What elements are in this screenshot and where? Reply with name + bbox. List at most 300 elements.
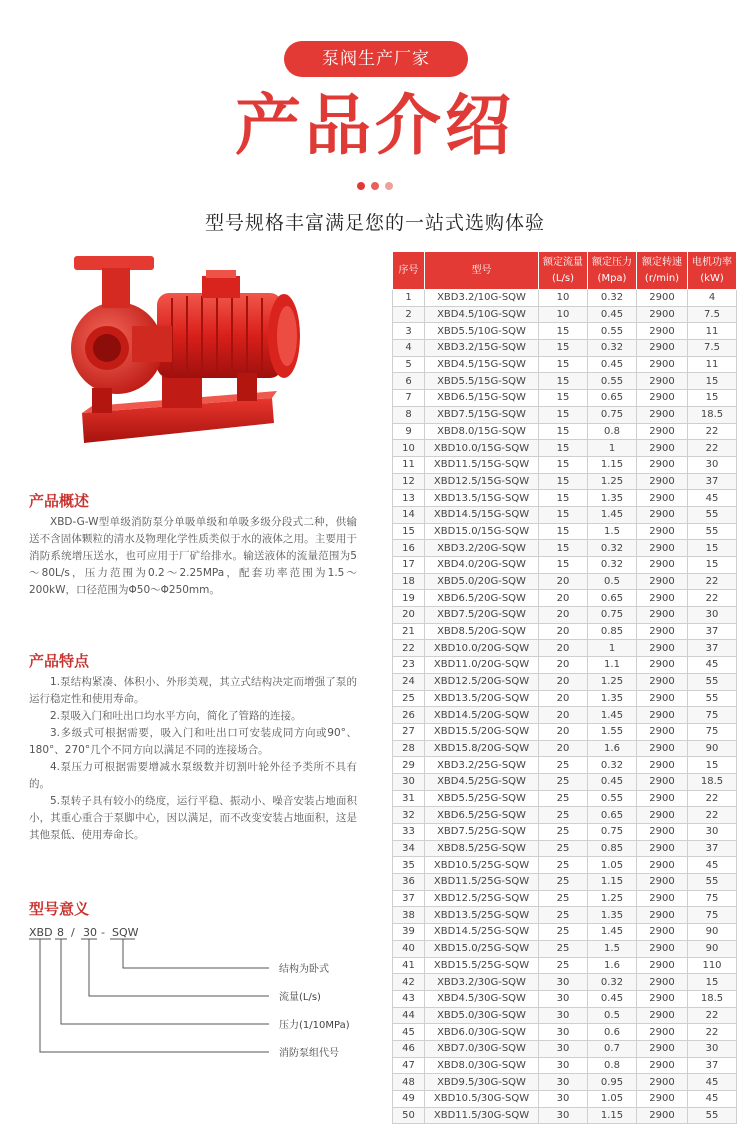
cell-index: 4 [393, 340, 425, 357]
cell-flow: 15 [539, 340, 588, 357]
cell-speed: 2900 [637, 840, 688, 857]
cell-speed: 2900 [637, 290, 688, 307]
cell-model: XBD14.5/15G-SQW [425, 506, 539, 523]
cell-flow: 15 [539, 523, 588, 540]
cell-flow: 30 [539, 1007, 588, 1024]
cell-flow: 15 [539, 490, 588, 507]
cell-index: 32 [393, 807, 425, 824]
cell-pressure: 1.35 [588, 690, 637, 707]
cell-flow: 25 [539, 824, 588, 841]
table-row [393, 723, 737, 740]
col-header-model: 型号 [425, 252, 539, 290]
cell-model: XBD7.5/15G-SQW [425, 406, 539, 423]
cell-index: 6 [393, 373, 425, 390]
table-row [393, 790, 737, 807]
cell-flow: 15 [539, 473, 588, 490]
cell-speed: 2900 [637, 306, 688, 323]
cell-power: 75 [688, 890, 737, 907]
cell-flow: 20 [539, 623, 588, 640]
cell-power: 55 [688, 690, 737, 707]
cell-power: 7.5 [688, 340, 737, 357]
cell-index: 45 [393, 1024, 425, 1041]
cell-speed: 2900 [637, 557, 688, 574]
cell-speed: 2900 [637, 807, 688, 824]
cell-model: XBD5.5/25G-SQW [425, 790, 539, 807]
cell-pressure: 0.45 [588, 773, 637, 790]
overview-paragraph: XBD-G-W型单级消防泵分单吸单级和单吸多级分段式二种，供输送不含固体颗粒的清水及物理化学性质类似于水的液体之用。主要用于消防系统增压送水，也可应用于厂矿给排水。输送液体的流量范围为5～80L/s，压力范围为0.2～2.25MPa，配套功率范围为1.5～200kW，口径范围为Φ50～Φ250mm。 [29, 516, 357, 596]
cell-power: 90 [688, 740, 737, 757]
cell-model: XBD15.5/25G-SQW [425, 957, 539, 974]
cell-flow: 20 [539, 657, 588, 674]
cell-pressure: 0.32 [588, 974, 637, 991]
cell-model: XBD11.0/20G-SQW [425, 657, 539, 674]
cell-pressure: 1 [588, 440, 637, 457]
dot-1 [357, 182, 365, 190]
cell-flow: 25 [539, 790, 588, 807]
cell-power: 22 [688, 807, 737, 824]
cell-model: XBD11.5/30G-SQW [425, 1107, 539, 1124]
table-row [393, 1107, 737, 1124]
cell-pressure: 1.35 [588, 907, 637, 924]
feature-item: 3.多级式可根据需要，吸入门和吐出口可安装成同方向或90°、180°、270°几个不同方向以满足不同的连接场合。 [29, 727, 357, 756]
cell-pressure: 1.45 [588, 707, 637, 724]
cell-flow: 20 [539, 723, 588, 740]
cell-power: 75 [688, 907, 737, 924]
cell-index: 9 [393, 423, 425, 440]
table-row [393, 673, 737, 690]
code-part-slash: / [71, 926, 75, 939]
cell-model: XBD3.2/30G-SQW [425, 974, 539, 991]
cell-power: 90 [688, 940, 737, 957]
cell-speed: 2900 [637, 757, 688, 774]
cell-speed: 2900 [637, 640, 688, 657]
cell-index: 34 [393, 840, 425, 857]
cell-power: 45 [688, 1091, 737, 1108]
cell-speed: 2900 [637, 907, 688, 924]
cell-model: XBD3.2/15G-SQW [425, 340, 539, 357]
cell-index: 7 [393, 390, 425, 407]
cell-pressure: 1.05 [588, 1091, 637, 1108]
table-row [393, 490, 737, 507]
cell-speed: 2900 [637, 990, 688, 1007]
cell-model: XBD6.5/25G-SQW [425, 807, 539, 824]
cell-pressure: 1.25 [588, 473, 637, 490]
cell-pressure: 0.85 [588, 840, 637, 857]
cell-index: 35 [393, 857, 425, 874]
cell-pressure: 0.5 [588, 1007, 637, 1024]
cell-model: XBD3.2/25G-SQW [425, 757, 539, 774]
cell-pressure: 0.55 [588, 323, 637, 340]
cell-flow: 15 [539, 456, 588, 473]
table-row [393, 990, 737, 1007]
cell-pressure: 1.5 [588, 523, 637, 540]
cell-flow: 25 [539, 890, 588, 907]
legend-structure: 结构为卧式 [279, 964, 329, 975]
cell-flow: 20 [539, 690, 588, 707]
table-row [393, 824, 737, 841]
cell-power: 22 [688, 1007, 737, 1024]
cell-model: XBD4.5/15G-SQW [425, 356, 539, 373]
cell-flow: 30 [539, 1040, 588, 1057]
table-row [393, 840, 737, 857]
cell-index: 5 [393, 356, 425, 373]
table-row [393, 707, 737, 724]
cell-index: 29 [393, 757, 425, 774]
table-header-row [393, 252, 737, 290]
table-row [393, 290, 737, 307]
cell-pressure: 0.75 [588, 607, 637, 624]
cell-speed: 2900 [637, 573, 688, 590]
cell-pressure: 1.45 [588, 924, 637, 941]
cell-model: XBD7.5/20G-SQW [425, 607, 539, 624]
model-meaning-title: 型号意义 [29, 900, 90, 918]
table-row [393, 340, 737, 357]
spec-table-body [393, 290, 737, 1124]
page-title: 产品介绍 [235, 87, 515, 164]
cell-index: 8 [393, 406, 425, 423]
cell-index: 40 [393, 940, 425, 957]
cell-power: 22 [688, 790, 737, 807]
cell-speed: 2900 [637, 356, 688, 373]
cell-pressure: 0.65 [588, 390, 637, 407]
cell-speed: 2900 [637, 540, 688, 557]
cell-power: 15 [688, 373, 737, 390]
code-part-structure: SQW [112, 926, 139, 939]
cell-flow: 10 [539, 306, 588, 323]
cell-pressure: 0.7 [588, 1040, 637, 1057]
cell-model: XBD13.5/15G-SQW [425, 490, 539, 507]
cell-index: 24 [393, 673, 425, 690]
feature-item: 1.泵结构紧凑、体积小、外形美观，其立式结构决定而增强了泵的运行稳定性和使用寿命。 [29, 676, 357, 705]
cell-index: 31 [393, 790, 425, 807]
cell-speed: 2900 [637, 773, 688, 790]
cell-power: 37 [688, 623, 737, 640]
cell-flow: 30 [539, 1074, 588, 1091]
cell-index: 43 [393, 990, 425, 1007]
cell-index: 49 [393, 1091, 425, 1108]
col-header-pressure: 额定压力(Mpa) [588, 252, 637, 290]
cell-pressure: 0.6 [588, 1024, 637, 1041]
cell-model: XBD10.5/30G-SQW [425, 1091, 539, 1108]
cell-speed: 2900 [637, 857, 688, 874]
table-row [393, 974, 737, 991]
table-row [393, 1024, 737, 1041]
cell-index: 28 [393, 740, 425, 757]
features-title: 产品特点 [29, 652, 90, 670]
cell-power: 30 [688, 456, 737, 473]
cell-index: 12 [393, 473, 425, 490]
cell-model: XBD15.0/15G-SQW [425, 523, 539, 540]
cell-speed: 2900 [637, 874, 688, 891]
cell-index: 48 [393, 1074, 425, 1091]
cell-flow: 25 [539, 940, 588, 957]
cell-model: XBD15.5/20G-SQW [425, 723, 539, 740]
cell-power: 37 [688, 473, 737, 490]
cell-flow: 20 [539, 573, 588, 590]
cell-flow: 20 [539, 673, 588, 690]
cell-power: 22 [688, 1024, 737, 1041]
col-header-index: 序号 [393, 252, 425, 290]
cell-pressure: 1.1 [588, 657, 637, 674]
cell-pressure: 1.6 [588, 740, 637, 757]
decorative-dots [357, 182, 393, 190]
cell-flow: 15 [539, 557, 588, 574]
cell-power: 15 [688, 757, 737, 774]
cell-model: XBD3.2/20G-SQW [425, 540, 539, 557]
col-header-speed: 额定转速(r/min) [637, 252, 688, 290]
cell-flow: 15 [539, 423, 588, 440]
cell-speed: 2900 [637, 373, 688, 390]
cell-flow: 10 [539, 290, 588, 307]
cell-pressure: 0.8 [588, 1057, 637, 1074]
cell-index: 17 [393, 557, 425, 574]
cell-model: XBD10.0/20G-SQW [425, 640, 539, 657]
cell-pressure: 1.5 [588, 940, 637, 957]
cell-model: XBD4.5/10G-SQW [425, 306, 539, 323]
cell-index: 46 [393, 1040, 425, 1057]
cell-model: XBD5.0/30G-SQW [425, 1007, 539, 1024]
cell-flow: 25 [539, 857, 588, 874]
cell-pressure: 1.35 [588, 490, 637, 507]
cell-power: 75 [688, 723, 737, 740]
table-row [393, 373, 737, 390]
cell-power: 37 [688, 840, 737, 857]
table-row [393, 406, 737, 423]
dot-2 [371, 182, 379, 190]
table-row [393, 590, 737, 607]
cell-index: 39 [393, 924, 425, 941]
cell-power: 75 [688, 707, 737, 724]
cell-flow: 30 [539, 1107, 588, 1124]
cell-speed: 2900 [637, 340, 688, 357]
table-row [393, 773, 737, 790]
cell-model: XBD6.0/30G-SQW [425, 1024, 539, 1041]
cell-flow: 15 [539, 440, 588, 457]
cell-index: 27 [393, 723, 425, 740]
cell-power: 55 [688, 673, 737, 690]
table-row [393, 1057, 737, 1074]
cell-index: 22 [393, 640, 425, 657]
cell-flow: 15 [539, 406, 588, 423]
cell-model: XBD5.5/15G-SQW [425, 373, 539, 390]
table-row [393, 390, 737, 407]
cell-power: 22 [688, 423, 737, 440]
dot-3 [385, 182, 393, 190]
cell-speed: 2900 [637, 590, 688, 607]
cell-pressure: 1.25 [588, 890, 637, 907]
cell-model: XBD6.5/15G-SQW [425, 390, 539, 407]
cell-index: 30 [393, 773, 425, 790]
cell-model: XBD12.5/25G-SQW [425, 890, 539, 907]
table-row [393, 940, 737, 957]
cell-index: 20 [393, 607, 425, 624]
cell-flow: 25 [539, 757, 588, 774]
table-row [393, 640, 737, 657]
table-row [393, 506, 737, 523]
cell-model: XBD4.5/30G-SQW [425, 990, 539, 1007]
cell-power: 37 [688, 640, 737, 657]
table-row [393, 1091, 737, 1108]
cell-pressure: 1.15 [588, 1107, 637, 1124]
cell-pressure: 1.15 [588, 456, 637, 473]
cell-pressure: 0.45 [588, 990, 637, 1007]
cell-index: 18 [393, 573, 425, 590]
cell-power: 18.5 [688, 773, 737, 790]
cell-pressure: 1.05 [588, 857, 637, 874]
cell-model: XBD15.0/25G-SQW [425, 940, 539, 957]
cell-power: 7.5 [688, 306, 737, 323]
table-row [393, 323, 737, 340]
cell-speed: 2900 [637, 406, 688, 423]
overview-text [29, 514, 357, 599]
cell-flow: 25 [539, 840, 588, 857]
cell-flow: 30 [539, 1057, 588, 1074]
cell-flow: 15 [539, 323, 588, 340]
cell-model: XBD4.0/20G-SQW [425, 557, 539, 574]
cell-speed: 2900 [637, 723, 688, 740]
feature-item: 4.泵压力可根据需要增减水泵级数并切割叶轮外径予类所不具有的。 [29, 761, 357, 790]
table-row [393, 607, 737, 624]
cell-model: XBD13.5/20G-SQW [425, 690, 539, 707]
code-part-xbd: XBD [29, 926, 53, 939]
cell-speed: 2900 [637, 623, 688, 640]
cell-index: 50 [393, 1107, 425, 1124]
cell-speed: 2900 [637, 673, 688, 690]
cell-power: 22 [688, 590, 737, 607]
table-row [393, 907, 737, 924]
cell-flow: 30 [539, 990, 588, 1007]
cell-speed: 2900 [637, 1107, 688, 1124]
cell-speed: 2900 [637, 323, 688, 340]
cell-power: 55 [688, 874, 737, 891]
table-row [393, 690, 737, 707]
cell-pressure: 1.6 [588, 957, 637, 974]
cell-flow: 30 [539, 1091, 588, 1108]
cell-flow: 20 [539, 740, 588, 757]
cell-power: 45 [688, 490, 737, 507]
cell-index: 15 [393, 523, 425, 540]
col-header-power: 电机功率(kW) [688, 252, 737, 290]
cell-index: 1 [393, 290, 425, 307]
cell-index: 3 [393, 323, 425, 340]
table-row [393, 573, 737, 590]
cell-model: XBD12.5/20G-SQW [425, 673, 539, 690]
cell-flow: 20 [539, 590, 588, 607]
cell-index: 33 [393, 824, 425, 841]
cell-index: 16 [393, 540, 425, 557]
cell-power: 45 [688, 857, 737, 874]
cell-flow: 25 [539, 957, 588, 974]
cell-pressure: 0.32 [588, 540, 637, 557]
cell-index: 41 [393, 957, 425, 974]
cell-index: 23 [393, 657, 425, 674]
cell-model: XBD15.8/20G-SQW [425, 740, 539, 757]
cell-flow: 25 [539, 773, 588, 790]
cell-model: XBD7.0/30G-SQW [425, 1040, 539, 1057]
cell-speed: 2900 [637, 1007, 688, 1024]
page-subtitle: 型号规格丰富满足您的一站式选购体验 [204, 212, 545, 234]
table-row [393, 1074, 737, 1091]
table-row [393, 557, 737, 574]
cell-model: XBD11.5/25G-SQW [425, 874, 539, 891]
cell-index: 11 [393, 456, 425, 473]
cell-pressure: 0.85 [588, 623, 637, 640]
cell-power: 18.5 [688, 990, 737, 1007]
cell-flow: 15 [539, 540, 588, 557]
table-row [393, 423, 737, 440]
cell-model: XBD8.5/20G-SQW [425, 623, 539, 640]
table-row [393, 757, 737, 774]
cell-model: XBD3.2/10G-SQW [425, 290, 539, 307]
cell-pressure: 0.32 [588, 757, 637, 774]
cell-power: 4 [688, 290, 737, 307]
cell-power: 18.5 [688, 406, 737, 423]
cell-speed: 2900 [637, 740, 688, 757]
code-part-flow: 30 [83, 926, 97, 939]
features-list [29, 674, 357, 844]
cell-index: 14 [393, 506, 425, 523]
cell-speed: 2900 [637, 607, 688, 624]
cell-index: 36 [393, 874, 425, 891]
cell-pressure: 0.45 [588, 306, 637, 323]
cell-flow: 15 [539, 373, 588, 390]
cell-speed: 2900 [637, 957, 688, 974]
cell-power: 55 [688, 1107, 737, 1124]
cell-power: 15 [688, 974, 737, 991]
table-row [393, 440, 737, 457]
cell-speed: 2900 [637, 523, 688, 540]
table-row [393, 924, 737, 941]
cell-speed: 2900 [637, 974, 688, 991]
cell-power: 37 [688, 1057, 737, 1074]
cell-model: XBD8.5/25G-SQW [425, 840, 539, 857]
cell-power: 45 [688, 657, 737, 674]
cell-model: XBD5.5/10G-SQW [425, 323, 539, 340]
cell-model: XBD8.0/30G-SQW [425, 1057, 539, 1074]
cell-pressure: 1.55 [588, 723, 637, 740]
cell-speed: 2900 [637, 707, 688, 724]
cell-flow: 20 [539, 607, 588, 624]
cell-power: 55 [688, 523, 737, 540]
cell-index: 38 [393, 907, 425, 924]
cell-pressure: 0.8 [588, 423, 637, 440]
cell-pressure: 1.15 [588, 874, 637, 891]
cell-index: 44 [393, 1007, 425, 1024]
cell-speed: 2900 [637, 1024, 688, 1041]
cell-flow: 15 [539, 506, 588, 523]
cell-flow: 25 [539, 807, 588, 824]
cell-power: 15 [688, 390, 737, 407]
spec-table [392, 251, 737, 1124]
table-row [393, 523, 737, 540]
model-code-diagram [29, 920, 369, 1070]
cell-index: 26 [393, 707, 425, 724]
cell-speed: 2900 [637, 657, 688, 674]
cell-model: XBD14.5/20G-SQW [425, 707, 539, 724]
cell-speed: 2900 [637, 690, 688, 707]
cell-speed: 2900 [637, 890, 688, 907]
cell-pressure: 0.75 [588, 406, 637, 423]
cell-model: XBD12.5/15G-SQW [425, 473, 539, 490]
feature-item: 2.泵吸入门和吐出口均水平方向，简化了管路的连接。 [50, 710, 302, 722]
cell-power: 30 [688, 824, 737, 841]
cell-pressure: 0.55 [588, 373, 637, 390]
cell-model: XBD6.5/20G-SQW [425, 590, 539, 607]
cell-pressure: 0.95 [588, 1074, 637, 1091]
cell-pressure: 0.65 [588, 590, 637, 607]
cell-power: 15 [688, 557, 737, 574]
table-row [393, 857, 737, 874]
